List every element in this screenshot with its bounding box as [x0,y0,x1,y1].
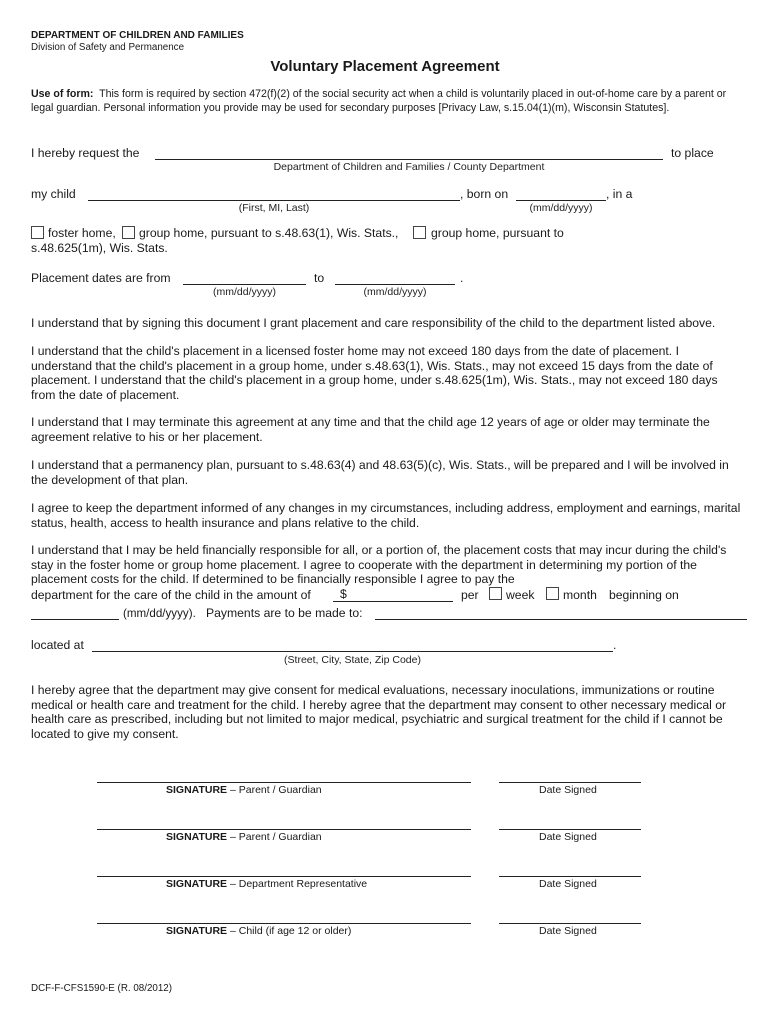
dollar-sign: $ [340,587,347,601]
date-signed-caption-1: Date Signed [539,784,597,796]
use-of-form-text: This form is required by section 472(f)(2) of the social security act when a child is voluntarily placed in out-of-home care by a parent or legal guardian. Personal information you provide may be used for secondary purposes [Privacy Law, s.15.04(1)(m), Wisconsin Statutes]. [31,88,727,114]
date-signed-caption-3: Date Signed [539,878,597,890]
date-signed-caption-4: Date Signed [539,925,597,937]
amount-field[interactable] [333,601,453,602]
paragraph-termination: I understand that I may terminate this agreement at any time and that the child age 12 years of age or older may terminate the agreement relative to his or her placement. [31,415,710,444]
beginning-date-field[interactable] [31,619,119,620]
signature-bold: SIGNATURE [166,831,228,843]
located-at-label: located at [31,638,84,652]
paragraph-grant-placement: I understand that by signing this document I grant placement and care responsibility of the child to the department listed above. [31,316,716,330]
placement-dates-prefix: Placement dates are from [31,271,171,285]
child-prefix: my child [31,187,76,201]
payee-address-field[interactable] [92,651,613,652]
group-home-2-checkbox[interactable] [413,226,426,239]
paragraph-placement-limits: I understand that the child's placement in a licensed foster home may not exceed 180 days from the date of placement. I understand that the child's placement in a group home, under s.48.63(1), Wis. Stats., may not exceed 15 days from the date of placement. I understand that the child's placement in a group home, under s.48.625(1m), Wis. Stats., may not exceed 180 days from the date of placement. [31,344,718,402]
use-of-form [31,88,741,115]
page-title: Voluntary Placement Agreement [270,58,500,75]
signature-line-department[interactable] [97,876,471,877]
group-home-1-label: group home, pursuant to s.48.63(1), Wis. Stats., [139,226,399,240]
group-home-2-label-cont: s.48.625(1m), Wis. Stats. [31,241,168,255]
signature-role: – Child (if age 12 or older) [227,925,352,937]
signature-caption-parent-1 [166,784,322,796]
placement-to-label: to [314,271,325,285]
signature-role: – Parent / Guardian [227,831,322,843]
address-caption: (Street, City, State, Zip Code) [284,654,421,666]
group-home-1-checkbox[interactable] [122,226,135,239]
placement-to-field[interactable] [335,284,455,285]
foster-home-label: foster home, [48,226,116,240]
department-field[interactable] [155,159,663,160]
signature-bold: SIGNATURE [166,878,228,890]
week-label: week [506,588,535,602]
financial-amount-label: department for the care of the child in the amount of [31,588,311,602]
placement-from-caption: (mm/dd/yyyy) [213,286,276,298]
paragraph-medical-consent: I hereby agree that the department may give consent for medical evaluations, necessary inoculations, immunizations or routine medical or health care and treatment for the child. I hereby agree that the department may consent to other necessary medical or health care as prescribed, including but not limited to major medical, psychiatric and surgical treatment for the child if I cannot be located to give my consent. [31,683,727,741]
child-name-field[interactable] [88,200,460,201]
placement-to-caption: (mm/dd/yyyy) [363,286,427,298]
signature-line-child[interactable] [97,923,471,924]
signature-role: – Parent / Guardian [227,784,322,796]
payee-field[interactable] [375,619,747,620]
signature-line-parent-2[interactable] [97,829,471,830]
child-dob-field[interactable] [516,200,606,201]
child-dob-caption: (mm/dd/yyyy) [529,202,593,214]
paragraph-informed: I agree to keep the department informed of any changes in my circumstances, including address, employment and earnings, marital status, health, access to health insurance and plans relative to the child. [31,501,741,530]
signature-bold: SIGNATURE [166,925,228,937]
paragraph-permanency-plan: I understand that a permanency plan, pursuant to s.48.63(4) and 48.63(5)(c), Wis. Stats., will be prepared and I will be involved in the development of that plan. [31,458,729,487]
month-checkbox[interactable] [546,587,559,600]
child-name-caption: (First, MI, Last) [238,202,310,214]
date-signed-caption-2: Date Signed [539,831,597,843]
date-line-parent-1[interactable] [499,782,641,783]
signature-role: – Department Representative [227,878,368,890]
month-label: month [563,588,597,602]
department-name: DEPARTMENT OF CHILDREN AND FAMILIES [31,30,244,41]
group-home-2-label: group home, pursuant to [431,226,564,240]
use-of-form-label: Use of form: [31,88,94,100]
signature-bold: SIGNATURE [166,784,228,796]
date-line-parent-2[interactable] [499,829,641,830]
signature-caption-parent-2 [166,831,322,843]
beginning-date-caption: (mm/dd/yyyy). [123,607,196,620]
request-prefix: I hereby request the [31,146,140,160]
form-number: DCF-F-CFS1590-E (R. 08/2012) [31,983,173,994]
date-line-child[interactable] [499,923,641,924]
signature-line-parent-1[interactable] [97,782,471,783]
placement-end-period: . [460,271,464,285]
located-at-period: . [613,638,617,652]
payments-to-label: Payments are to be made to: [206,606,363,620]
date-line-department[interactable] [499,876,641,877]
signature-caption-child [166,925,351,937]
signature-caption-department [166,878,367,890]
in-a-label: , in a [606,187,633,201]
born-on-label: , born on [460,187,509,201]
request-suffix: to place [671,146,714,160]
per-label: per [461,588,479,602]
paragraph-financial: I understand that I may be held financially responsible for all, or a portion of, the placement costs that may incur during the child's stay in the foster home or group home placement. I agree to cooperate with the department in determining my portion of the placement costs for the child. If determined to be financially responsible I agree to pay the [31,543,727,587]
placement-from-field[interactable] [183,284,306,285]
foster-home-checkbox[interactable] [31,226,44,239]
department-caption: Department of Children and Families / County Department [273,161,545,173]
beginning-on-label: beginning on [609,588,679,602]
division-name: Division of Safety and Permanence [31,42,185,53]
week-checkbox[interactable] [489,587,502,600]
